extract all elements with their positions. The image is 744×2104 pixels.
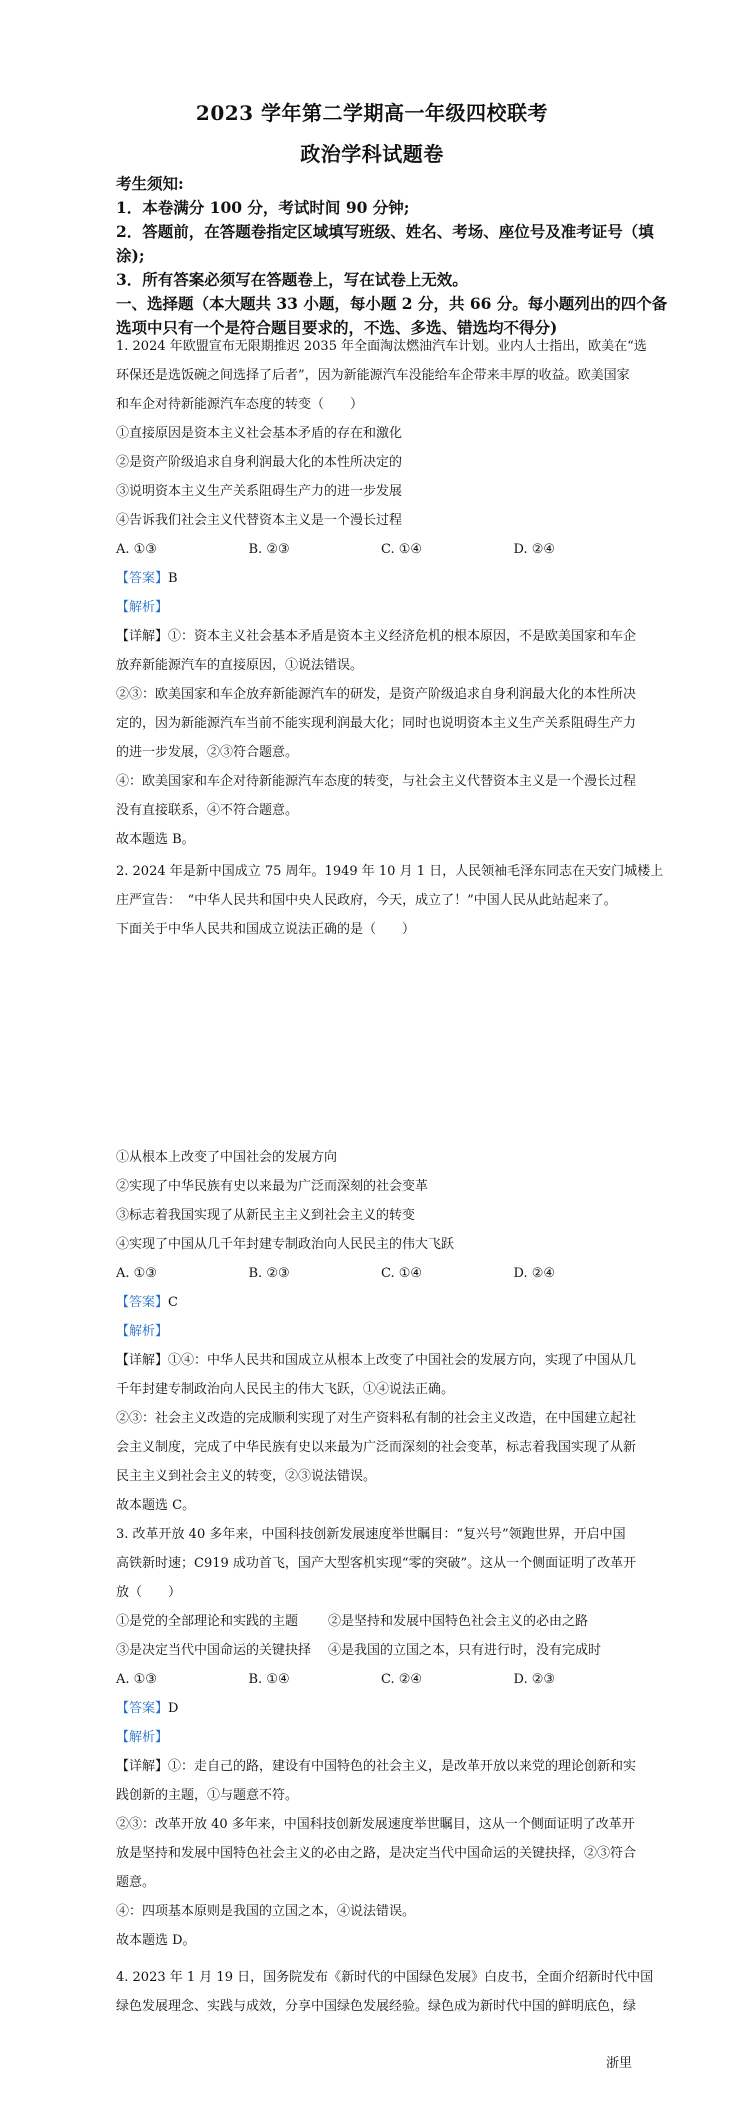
- answer-line: [116, 564, 646, 593]
- analysis-tag: 【解析】: [116, 1730, 169, 1745]
- detail-line: 千年封建专制政治向人民民主的伟大飞跃，①④说法正确。: [116, 1382, 455, 1397]
- question-stem: 高铁新时速；C919 成功首飞，国产大型客机实现“零的突破”。这从一个侧面证明了改革开: [116, 1556, 637, 1571]
- exam-title: 2023 学年第二学期高一年级四校联考: [195, 101, 549, 125]
- detail-line: 【详解】①④：中华人民共和国成立从根本上改变了中国社会的发展方向，实现了中国从几: [116, 1353, 637, 1368]
- question-stem: 庄严宣告： “中华人民共和国中央人民政府，今天，成立了！”中国人民从此站起来了。: [116, 893, 617, 908]
- option-d: D. ②④: [513, 542, 556, 557]
- page-footer: 浙里: [605, 2056, 632, 2071]
- detail-line: 没有直接联系，④不符合题意。: [116, 803, 299, 818]
- statement-item: ②是资产阶级追求自身利润最大化的本性所决定的: [116, 455, 403, 470]
- statement-item: ③标志着我国实现了从新民主主义到社会主义的转变: [116, 1208, 416, 1223]
- question-2-body: [116, 1143, 646, 1520]
- question-stem: 4. 2023 年 1 月 19 日，国务院发布《新时代的中国绿色发展》白皮书，全面介绍新时代中国: [116, 1970, 654, 1985]
- option-c: C. ①④: [381, 542, 423, 557]
- answer-value: D: [168, 1701, 179, 1716]
- statement-item: ③是决定当代中国命运的关键抉择: [116, 1643, 312, 1658]
- statement-item: ②是坚持和发展中国特色社会主义的必由之路: [328, 1614, 589, 1629]
- question-stem: 2. 2024 年是新中国成立 75 周年。1949 年 10 月 1 日，人民领袖毛泽东同志在天安门城楼上: [116, 864, 664, 879]
- notice-item: 2．答题前，在答题卷指定区域填写班级、姓名、考场、座位号及准考证号（填: [116, 222, 654, 241]
- notice-item: 涂);: [116, 246, 145, 265]
- detail-line: 民主主义到社会主义的转变，②③说法错误。: [116, 1469, 377, 1484]
- question-2: [116, 857, 664, 944]
- option-c: C. ①④: [381, 1266, 423, 1281]
- question-stem: 下面关于中华人民共和国成立说法正确的是（ ）: [116, 922, 416, 937]
- detail-line: 故本题选 D。: [116, 1933, 196, 1948]
- statement-item: ④告诉我们社会主义代替资本主义是一个漫长过程: [116, 513, 403, 528]
- statement-item: ④是我国的立国之本，只有进行时，没有完成时: [328, 1643, 602, 1658]
- statement-row: [116, 1636, 646, 1665]
- section-heading: 选项中只有一个是符合题目要求的，不选、多选、错选均不得分): [116, 318, 558, 337]
- detail-line: ②③：欧美国家和车企放弃新能源汽车的研发，是资产阶级追求自身利润最大化的本性所决: [116, 687, 637, 702]
- question-1: [116, 332, 646, 854]
- question-stem: 3. 改革开放 40 多年来，中国科技创新发展速度举世瞩目：“复兴号”领跑世界，开启中国: [116, 1527, 626, 1542]
- detail-line: ②③：改革开放 40 多年来，中国科技创新发展速度举世瞩目，这从一个侧面证明了改革开: [116, 1817, 635, 1832]
- detail-line: ②③：社会主义改造的完成顺利实现了对生产资料私有制的社会主义改造，在中国建立起社: [116, 1411, 637, 1426]
- statement-item: ②实现了中华民族有史以来最为广泛而深刻的社会变革: [116, 1179, 429, 1194]
- option-d: D. ②④: [513, 1266, 556, 1281]
- question-3: [116, 1520, 646, 1955]
- question-4: [116, 1963, 654, 2021]
- answer-line: [116, 1694, 646, 1723]
- option-a: A. ①③: [116, 1672, 157, 1687]
- detail-line: 定的，因为新能源汽车当前不能实现利润最大化；同时也说明资本主义生产关系阻碍生产力: [116, 716, 637, 731]
- statement-item: ③说明资本主义生产关系阻碍生产力的进一步发展: [116, 484, 403, 499]
- statement-item: ④实现了中国从几千年封建专制政治向人民民主的伟大飞跃: [116, 1237, 455, 1252]
- notice-heading: 考生须知:: [116, 174, 184, 193]
- notice-item: 1．本卷满分 100 分，考试时间 90 分钟;: [116, 198, 410, 217]
- answer-options: [116, 535, 646, 564]
- statement-item: ①从根本上改变了中国社会的发展方向: [116, 1150, 338, 1165]
- detail-line: 践创新的主题，①与题意不符。: [116, 1788, 299, 1803]
- detail-line: 的进一步发展，②③符合题意。: [116, 745, 299, 760]
- answer-options: [116, 1665, 646, 1694]
- detail-line: 放弃新能源汽车的直接原因，①说法错误。: [116, 658, 364, 673]
- question-stem: 放（ ）: [116, 1585, 182, 1600]
- option-a: A. ①③: [116, 542, 157, 557]
- detail-line: 【详解】①：资本主义社会基本矛盾是资本主义经济危机的根本原因，不是欧美国家和车企: [116, 629, 637, 644]
- statement-item: ①是党的全部理论和实践的主题: [116, 1614, 299, 1629]
- option-b: B. ①④: [248, 1672, 290, 1687]
- answer-value: C: [168, 1295, 178, 1310]
- option-c: C. ②④: [381, 1672, 423, 1687]
- detail-line: 会主义制度，完成了中华民族有史以来最为广泛而深刻的社会变革，标志着我国实现了从新: [116, 1440, 637, 1455]
- detail-line: ④：四项基本原则是我国的立国之本，④说法错误。: [116, 1904, 416, 1919]
- detail-line: 【详解】①：走自己的路，建设有中国特色的社会主义，是改革开放以来党的理论创新和实: [116, 1759, 637, 1774]
- answer-tag: 【答案】: [116, 1701, 169, 1716]
- answer-tag: 【答案】: [116, 571, 169, 586]
- statement-item: ①直接原因是资本主义社会基本矛盾的存在和激化: [116, 426, 403, 441]
- option-b: B. ②③: [248, 1266, 290, 1281]
- notice-item: 3．所有答案必须写在答题卷上，写在试卷上无效。: [116, 270, 468, 289]
- detail-line: 故本题选 C。: [116, 1498, 196, 1513]
- analysis-tag: 【解析】: [116, 1324, 169, 1339]
- answer-value: B: [168, 571, 178, 586]
- question-stem: 绿色发展理念、实践与成效，分享中国绿色发展经验。绿色成为新时代中国的鲜明底色，绿: [116, 1999, 637, 2014]
- analysis-tag: 【解析】: [116, 600, 169, 615]
- answer-tag: 【答案】: [116, 1295, 169, 1310]
- option-a: A. ①③: [116, 1266, 157, 1281]
- exam-subtitle: 政治学科试题卷: [300, 142, 444, 166]
- option-b: B. ②③: [248, 542, 290, 557]
- question-stem: 环保还是选饭碗之间选择了后者”，因为新能源汽车没能给车企带来丰厚的收益。欧美国家: [116, 368, 630, 383]
- detail-line: 故本题选 B。: [116, 832, 195, 847]
- answer-line: [116, 1288, 646, 1317]
- detail-line: 题意。: [116, 1875, 156, 1890]
- detail-line: ④：欧美国家和车企对待新能源汽车态度的转变，与社会主义代替资本主义是一个漫长过程: [116, 774, 637, 789]
- exam-notice: [116, 172, 668, 340]
- answer-options: [116, 1259, 646, 1288]
- statement-row: [116, 1607, 646, 1636]
- detail-line: 放是坚持和发展中国特色社会主义的必由之路，是决定当代中国命运的关键抉择，②③符合: [116, 1846, 637, 1861]
- section-heading: 一、选择题（本大题共 33 小题，每小题 2 分，共 66 分。每小题列出的四个备: [116, 294, 668, 313]
- question-stem: 1. 2024 年欧盟宣布无限期推迟 2035 年全面淘汰燃油汽车计划。业内人士指出，欧美在“选: [116, 339, 647, 354]
- question-stem: 和车企对待新能源汽车态度的转变（ ）: [116, 397, 364, 412]
- option-d: D. ②③: [513, 1672, 556, 1687]
